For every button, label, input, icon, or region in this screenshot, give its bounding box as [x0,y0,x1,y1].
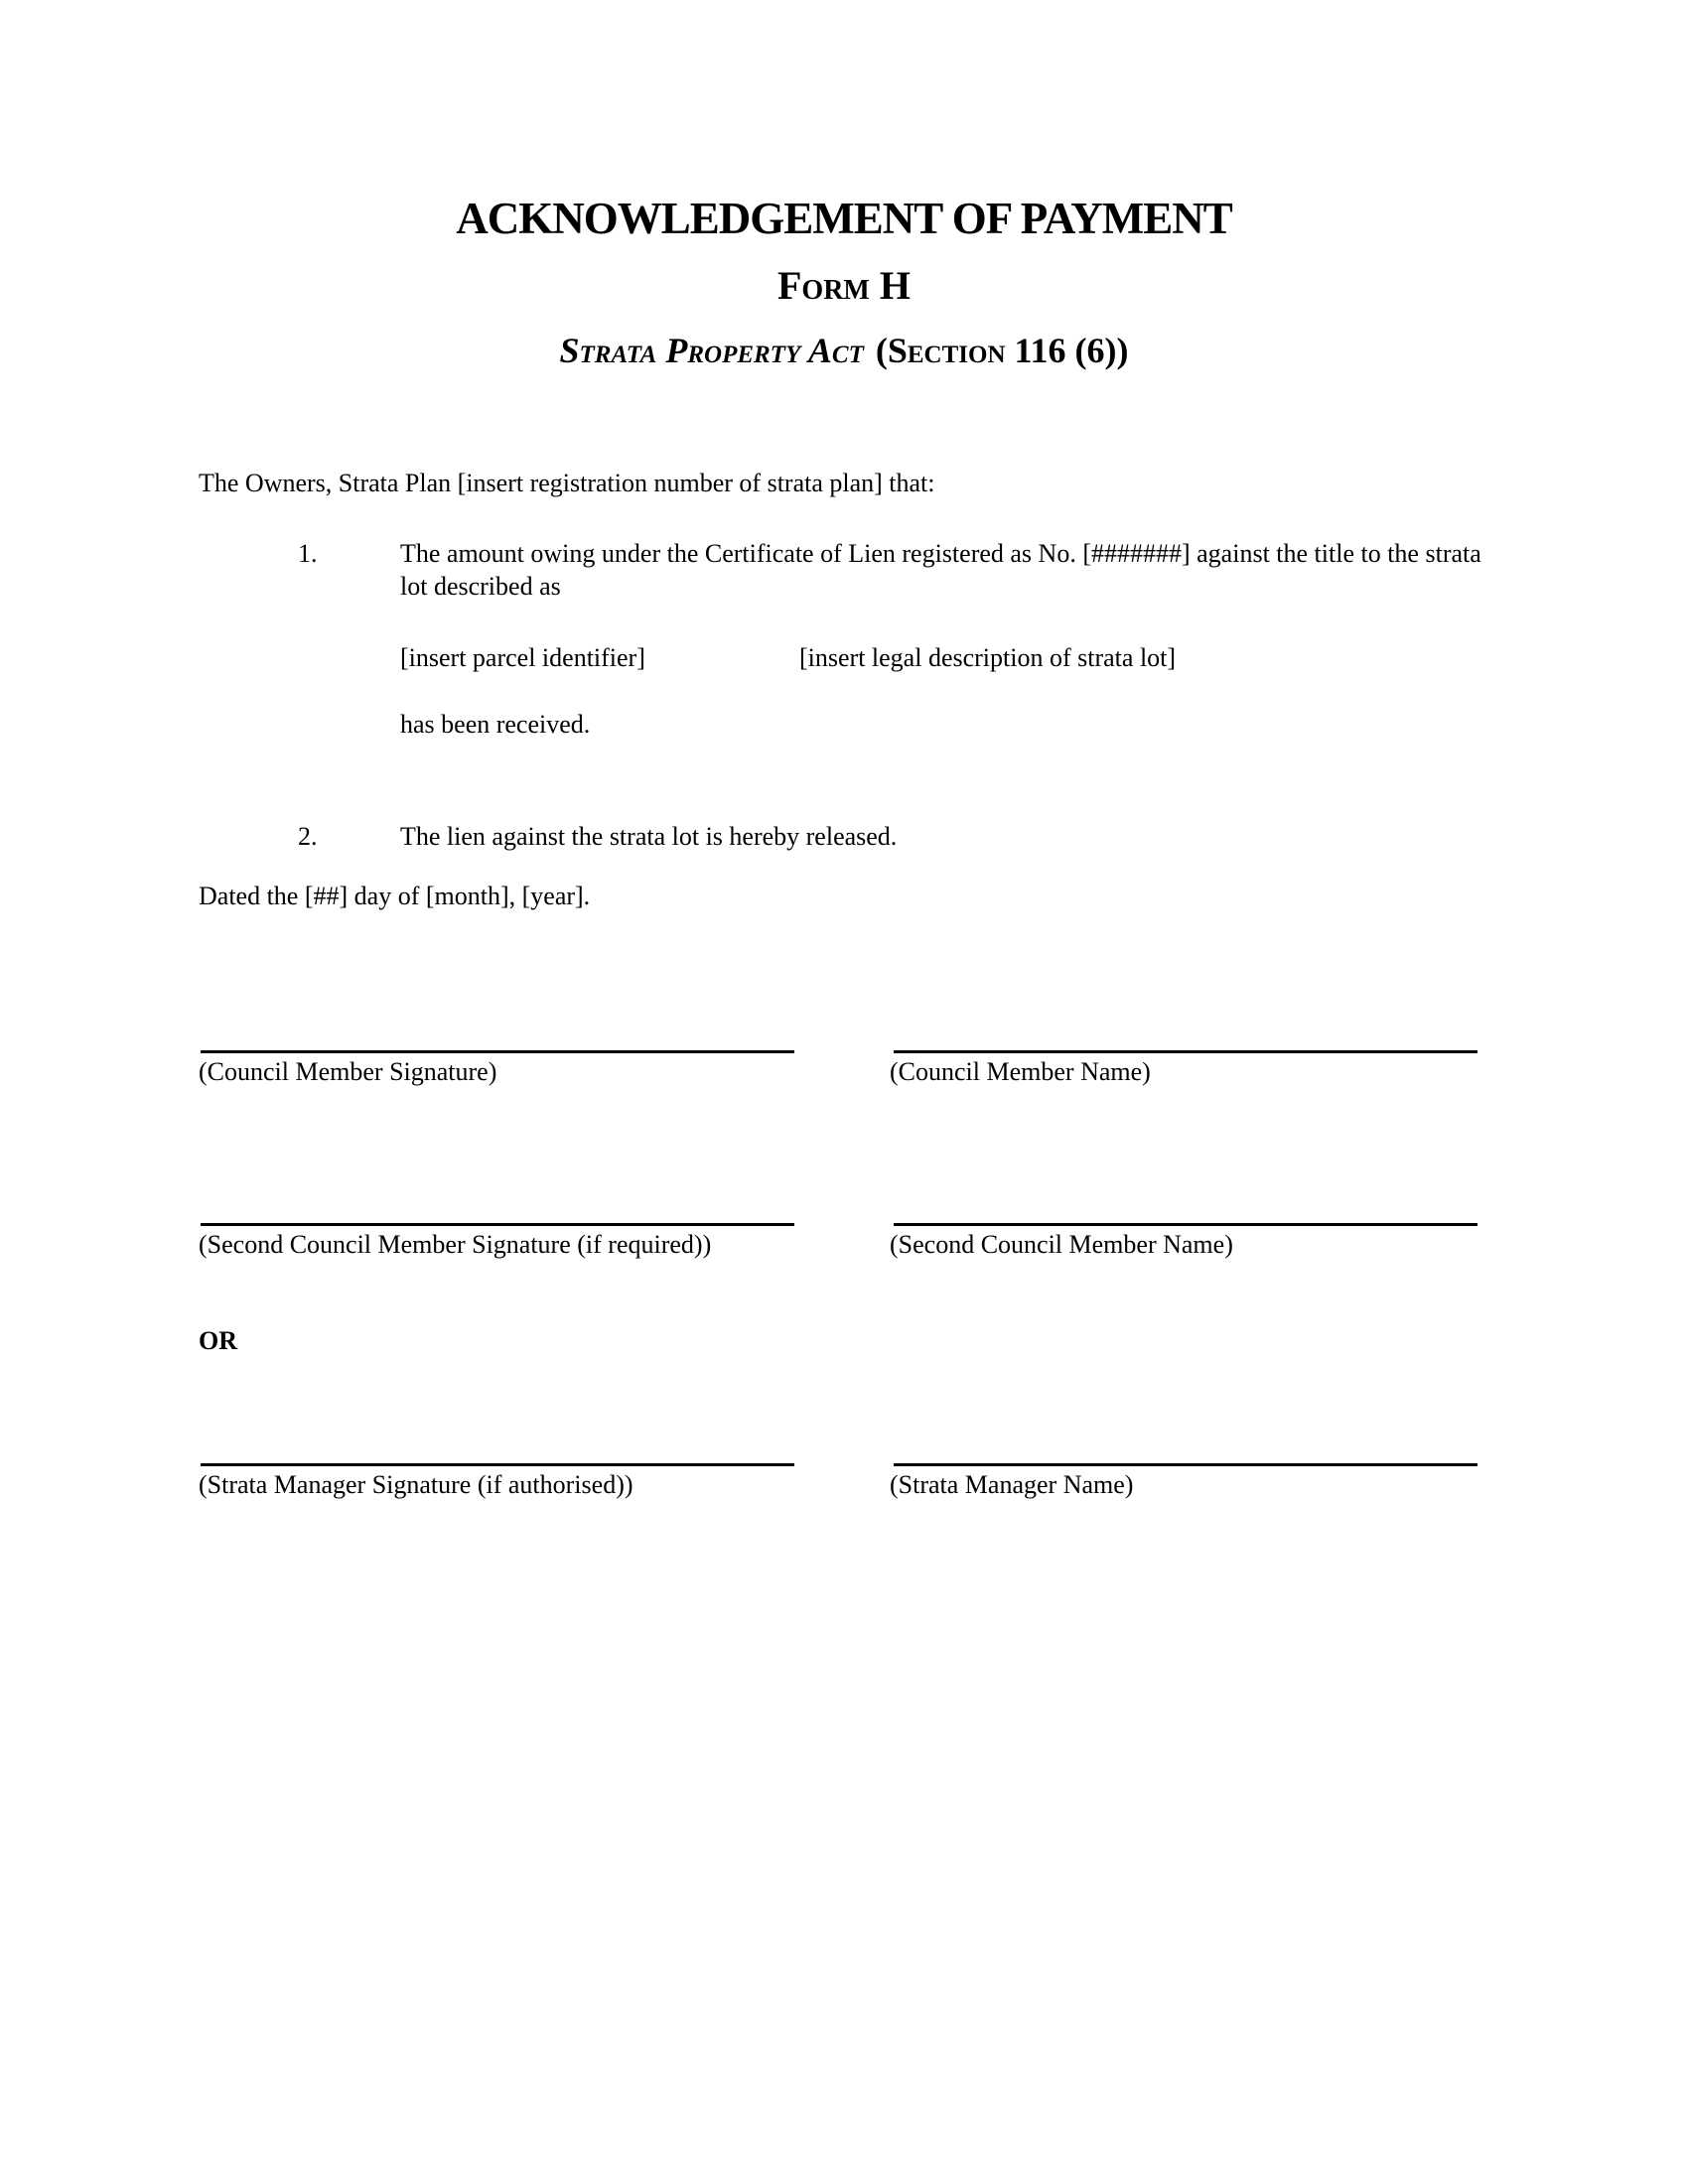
strata-manager-signature-label: (Strata Manager Signature (if authorised)) [199,1470,633,1499]
act-name: Strata Property Act [559,331,864,370]
council-member-name-line [894,1050,1477,1053]
intro-paragraph: The Owners, Strata Plan [insert registration number of strata plan] that: [199,469,935,497]
second-council-member-name-label: (Second Council Member Name) [890,1230,1233,1259]
dated-line: Dated the [##] day of [month], [year]. [199,882,591,910]
document-title: ACKNOWLEDGEMENT OF PAYMENT [456,194,1232,243]
received-text: has been received. [400,710,591,739]
second-council-member-signature-label: (Second Council Member Signature (if required)) [199,1230,712,1259]
parcel-identifier-placeholder: [insert parcel identifier] [400,643,645,672]
act-section: (Section 116 (6)) [875,331,1129,370]
act-line [0,330,1688,371]
second-council-member-name-line [894,1223,1477,1226]
item-1-text: The amount owing under the Certificate of Lien registered as No. [#######] against the title to the strata lot described as [400,539,1481,601]
item-2-text: The lien against the strata lot is hereby released. [400,822,898,851]
or-label: OR [199,1326,237,1355]
second-council-member-signature-line [201,1223,794,1226]
item-1-number: 1. [298,539,318,568]
form-label: Form H [777,263,911,308]
council-member-signature-label: (Council Member Signature) [199,1057,497,1086]
council-member-name-label: (Council Member Name) [890,1057,1151,1086]
strata-manager-signature-line [201,1463,794,1466]
item-2-number: 2. [298,822,318,851]
council-member-signature-line [201,1050,794,1053]
strata-manager-name-line [894,1463,1477,1466]
strata-manager-name-label: (Strata Manager Name) [890,1470,1134,1499]
legal-description-placeholder: [insert legal description of strata lot] [799,643,1177,672]
